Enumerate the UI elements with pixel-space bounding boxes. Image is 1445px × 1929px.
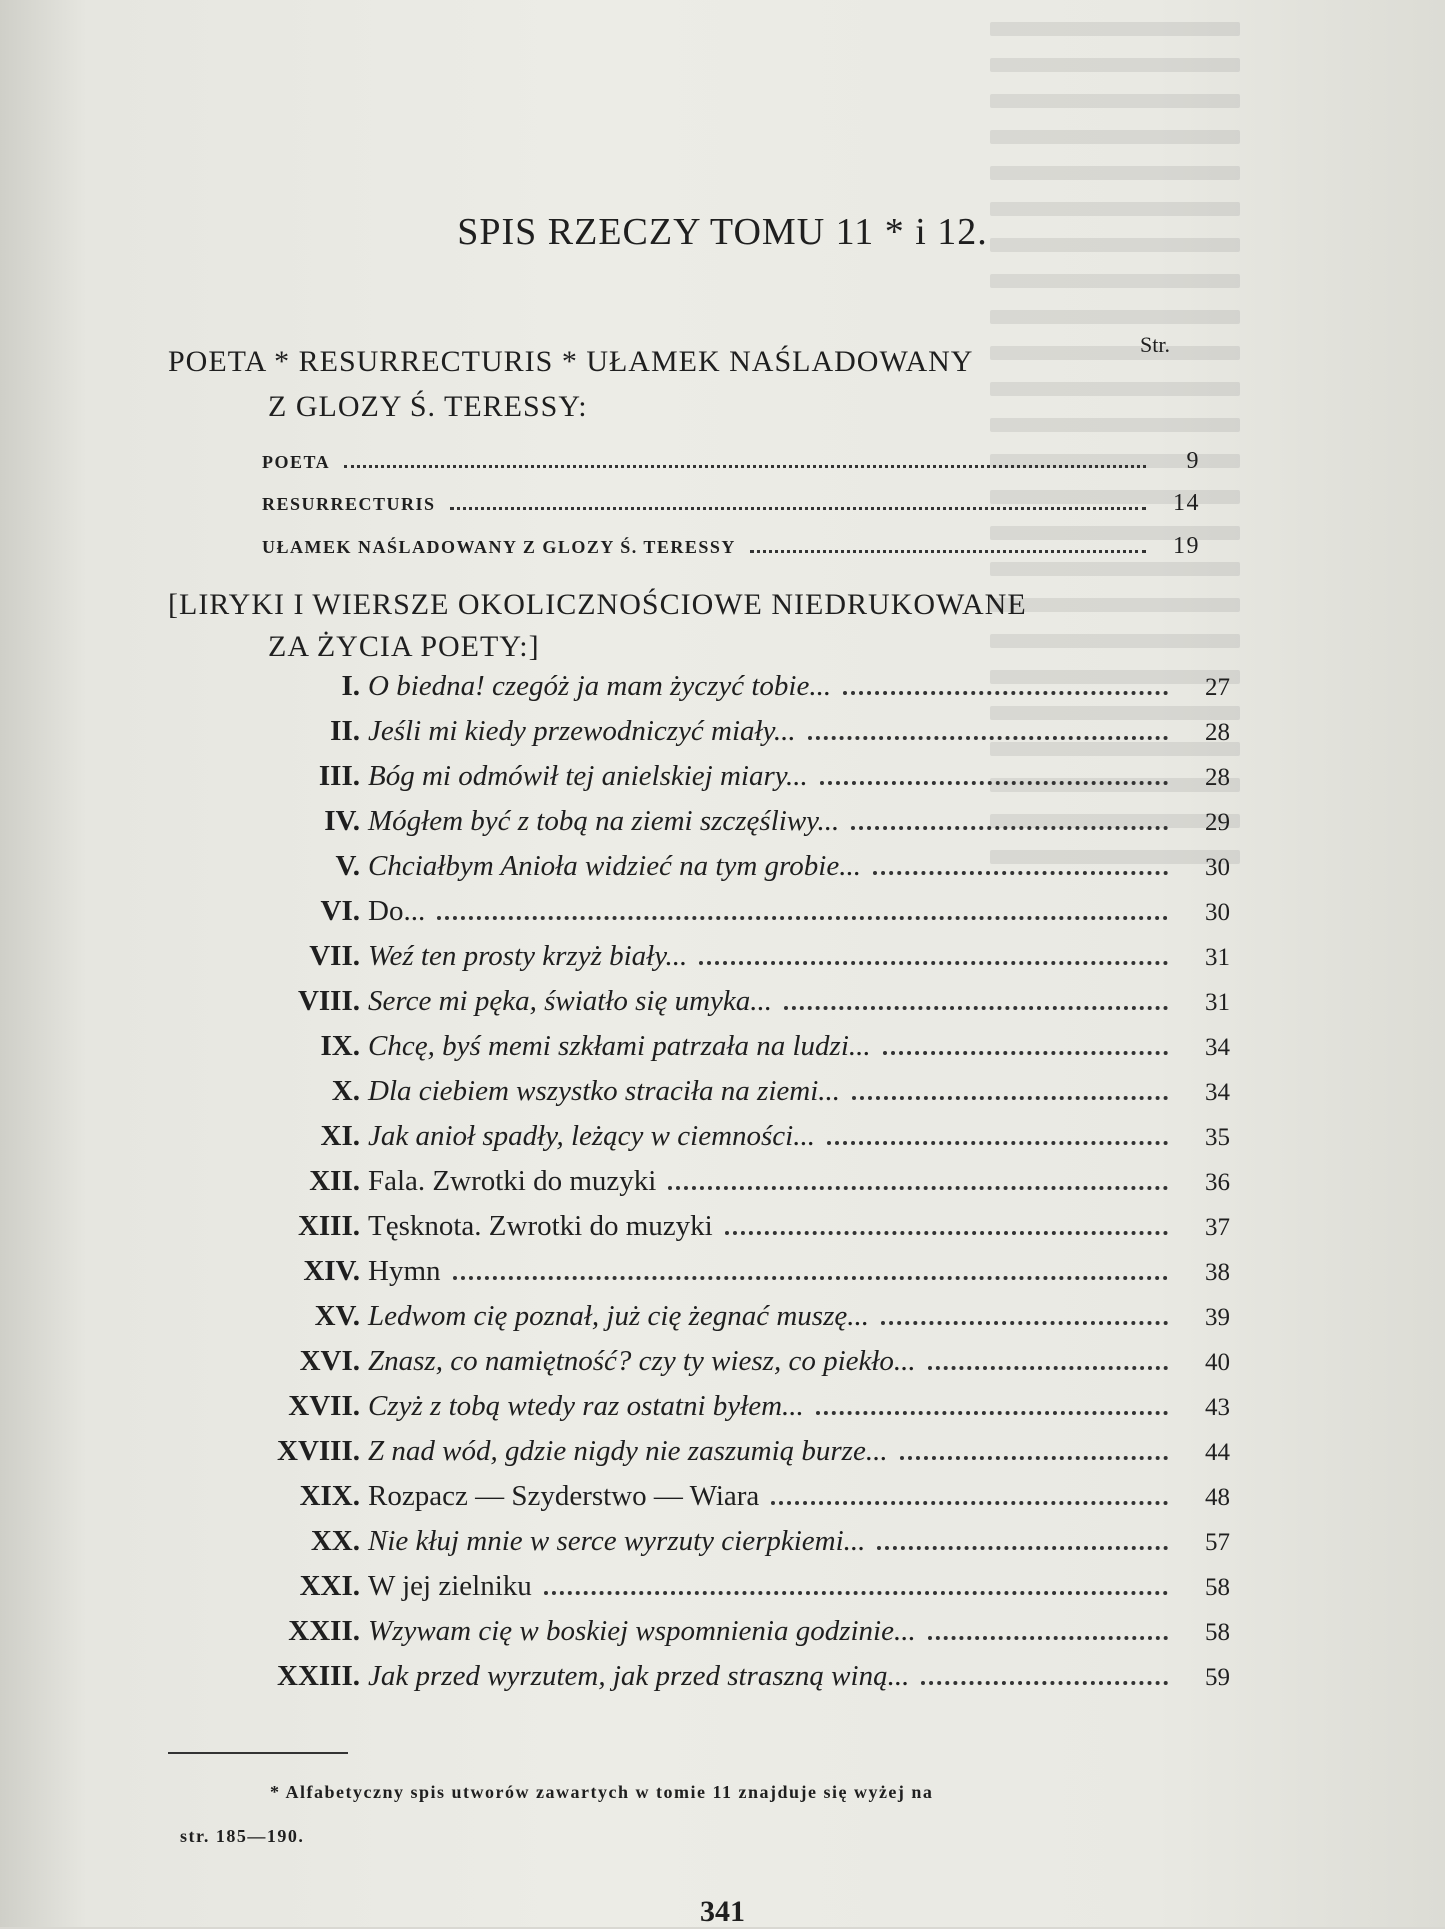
item-page: 43 [1205, 1394, 1230, 1421]
page-title: SPIS RZECZY TOMU 11 * i 12. [457, 211, 988, 253]
item-title: Jeśli mi kiedy przewodniczyć miały... [368, 715, 796, 747]
item-page: 31 [1205, 944, 1230, 971]
dot-leader [827, 1140, 1168, 1145]
dot-leader [816, 1410, 1168, 1415]
item-title: Fala. Zwrotki do muzyki [368, 1165, 657, 1197]
list-item [240, 940, 1230, 985]
item-title: Jak anioł spadły, leżący w ciemności... [368, 1120, 815, 1152]
item-number: XXII. [288, 1615, 360, 1647]
item-number: I. [341, 670, 360, 702]
dot-leader [873, 870, 1168, 875]
item-title: Weź ten prosty krzyż biały... [368, 940, 688, 972]
poems-list [240, 670, 1230, 1705]
dot-leader [900, 1455, 1168, 1460]
list-item [240, 1255, 1230, 1300]
list-item [240, 1210, 1230, 1255]
item-page: 34 [1205, 1079, 1230, 1106]
item-page: 35 [1205, 1124, 1230, 1151]
dot-leader [851, 825, 1168, 830]
dot-leader [450, 506, 1146, 510]
item-title: Ledwom cię poznał, już cię żegnać muszę... [368, 1300, 869, 1332]
dot-leader [437, 915, 1168, 920]
item-number: VIII. [297, 985, 360, 1017]
item-title: Chcę, byś memi szkłami patrzała na ludzi... [368, 1030, 871, 1062]
list-item [240, 1435, 1230, 1480]
item-page: 30 [1205, 854, 1230, 881]
item-number: IX. [320, 1030, 360, 1062]
item-page: 9 [1186, 448, 1200, 474]
item-title: UŁAMEK NAŚLADOWANY Z GLOZY Ś. TERESSY [262, 537, 736, 557]
item-page: 27 [1205, 674, 1230, 701]
item-page: 29 [1205, 809, 1230, 836]
section1-heading-line1: POETA * RESURRECTURIS * UŁAMEK NAŚLADOWANY [168, 345, 974, 378]
item-page: 28 [1205, 764, 1230, 791]
item-title: Mógłem być z tobą na ziemi szczęśliwy... [368, 805, 840, 837]
item-number: XXI. [299, 1570, 360, 1602]
section1-item [262, 533, 1200, 560]
item-number: XIV. [303, 1255, 360, 1287]
item-number: XIII. [297, 1210, 360, 1242]
dot-leader [881, 1320, 1168, 1325]
item-title: Rozpacz — Szyderstwo — Wiara [368, 1480, 760, 1512]
item-number: XVII. [288, 1390, 360, 1422]
dot-leader [784, 1005, 1168, 1010]
item-page: 19 [1173, 533, 1200, 559]
item-number: IV. [324, 805, 360, 837]
item-number: XXIII. [277, 1660, 360, 1692]
item-number: XII. [309, 1165, 360, 1197]
list-item [240, 1075, 1230, 1120]
item-page: 40 [1205, 1349, 1230, 1376]
list-item [240, 985, 1230, 1030]
list-item [240, 1030, 1230, 1075]
item-title: Serce mi pęka, światło się umyka... [368, 985, 773, 1017]
list-item [240, 1615, 1230, 1660]
item-page: 30 [1205, 899, 1230, 926]
section2-heading-line1: [LIRYKI I WIERSZE OKOLICZNOŚCIOWE NIEDRUKOWANE [168, 588, 1027, 621]
dot-leader [668, 1185, 1168, 1190]
item-title: Bóg mi odmówił tej anielskiej miary... [368, 760, 808, 792]
list-item [240, 715, 1230, 760]
item-number: III. [318, 760, 360, 792]
section2-heading-line2: ZA ŻYCIA POETY:] [268, 630, 540, 663]
item-title: Znasz, co namiętność? czy ty wiesz, co piekło... [368, 1345, 916, 1377]
item-number: VI. [320, 895, 360, 927]
item-number: VII. [309, 940, 360, 972]
item-number: XVIII. [277, 1435, 360, 1467]
item-number: XIX. [299, 1480, 360, 1512]
list-item [240, 1120, 1230, 1165]
dot-leader [852, 1095, 1168, 1100]
item-title: O biedna! czegóż ja mam życzyć tobie... [368, 670, 832, 702]
item-page: 44 [1205, 1439, 1230, 1466]
list-item [240, 1660, 1230, 1705]
item-number: XX. [310, 1525, 360, 1557]
item-page: 39 [1205, 1304, 1230, 1331]
list-item [240, 1300, 1230, 1345]
item-title: Do... [368, 895, 426, 927]
item-title: RESURRECTURIS [262, 494, 436, 514]
footnote-line1: * Alfabetyczny spis utworów zawartych w tomie 11 znajduje się wyżej na [270, 1782, 934, 1802]
item-title: Jak przed wyrzutem, jak przed straszną winą... [368, 1660, 910, 1692]
item-title: Tęsknota. Zwrotki do muzyki [368, 1210, 713, 1242]
dot-leader [344, 464, 1146, 468]
list-item [240, 1390, 1230, 1435]
item-title: Nie kłuj mnie w serce wyrzuty cierpkiemi... [368, 1525, 866, 1557]
dot-leader [544, 1590, 1168, 1595]
dot-leader [883, 1050, 1168, 1055]
dot-leader [928, 1635, 1168, 1640]
item-page: 28 [1205, 719, 1230, 746]
section1-heading-line2: Z GLOZY Ś. TERESSY: [268, 390, 588, 423]
list-item [240, 850, 1230, 895]
item-page: 57 [1205, 1529, 1230, 1556]
dot-leader [921, 1680, 1168, 1685]
item-title: Czyż z tobą wtedy raz ostatni byłem... [368, 1390, 804, 1422]
section1-item [262, 448, 1200, 475]
list-item [240, 1165, 1230, 1210]
item-page: 59 [1205, 1664, 1230, 1691]
item-title: Hymn [368, 1255, 441, 1287]
list-item [240, 670, 1230, 715]
item-number: XI. [320, 1120, 360, 1152]
footnote-line2: str. 185—190. [180, 1826, 305, 1846]
list-item [240, 1570, 1230, 1615]
dot-leader [928, 1365, 1168, 1370]
item-title: Z nad wód, gdzie nigdy nie zaszumią burze... [368, 1435, 888, 1467]
item-page: 58 [1205, 1574, 1230, 1601]
item-page: 34 [1205, 1034, 1230, 1061]
dot-leader [820, 780, 1168, 785]
dot-leader [877, 1545, 1168, 1550]
page-number: 341 [700, 1895, 745, 1928]
item-number: II. [330, 715, 360, 747]
item-page: 31 [1205, 989, 1230, 1016]
footnote [180, 1770, 1230, 1858]
item-title: Chciałbym Anioła widzieć na tym grobie... [368, 850, 861, 882]
item-page: 38 [1205, 1259, 1230, 1286]
item-number: XVI. [299, 1345, 360, 1377]
item-page: 36 [1205, 1169, 1230, 1196]
dot-leader [771, 1500, 1168, 1505]
item-page: 58 [1205, 1619, 1230, 1646]
footnote-rule [168, 1752, 348, 1754]
item-page: 48 [1205, 1484, 1230, 1511]
item-title: Wzywam cię w boskiej wspomnienia godzinie... [368, 1615, 916, 1647]
item-title: POETA [262, 452, 331, 472]
item-page: 14 [1173, 490, 1200, 516]
page-column-label: Str. [1140, 332, 1170, 357]
dot-leader [453, 1275, 1169, 1280]
list-item [240, 760, 1230, 805]
dot-leader [750, 549, 1146, 553]
item-page: 37 [1205, 1214, 1230, 1241]
list-item [240, 1345, 1230, 1390]
item-number: V. [335, 850, 360, 882]
list-item [240, 1525, 1230, 1570]
dot-leader [699, 960, 1168, 965]
list-item [240, 895, 1230, 940]
section1-item [262, 490, 1200, 517]
list-item [240, 805, 1230, 850]
item-number: XV. [314, 1300, 360, 1332]
item-title: W jej zielniku [368, 1570, 532, 1602]
item-title: Dla ciebiem wszystko straciła na ziemi... [368, 1075, 841, 1107]
list-item [240, 1480, 1230, 1525]
dot-leader [843, 690, 1168, 695]
item-number: X. [331, 1075, 360, 1107]
dot-leader [725, 1230, 1168, 1235]
dot-leader [808, 735, 1168, 740]
